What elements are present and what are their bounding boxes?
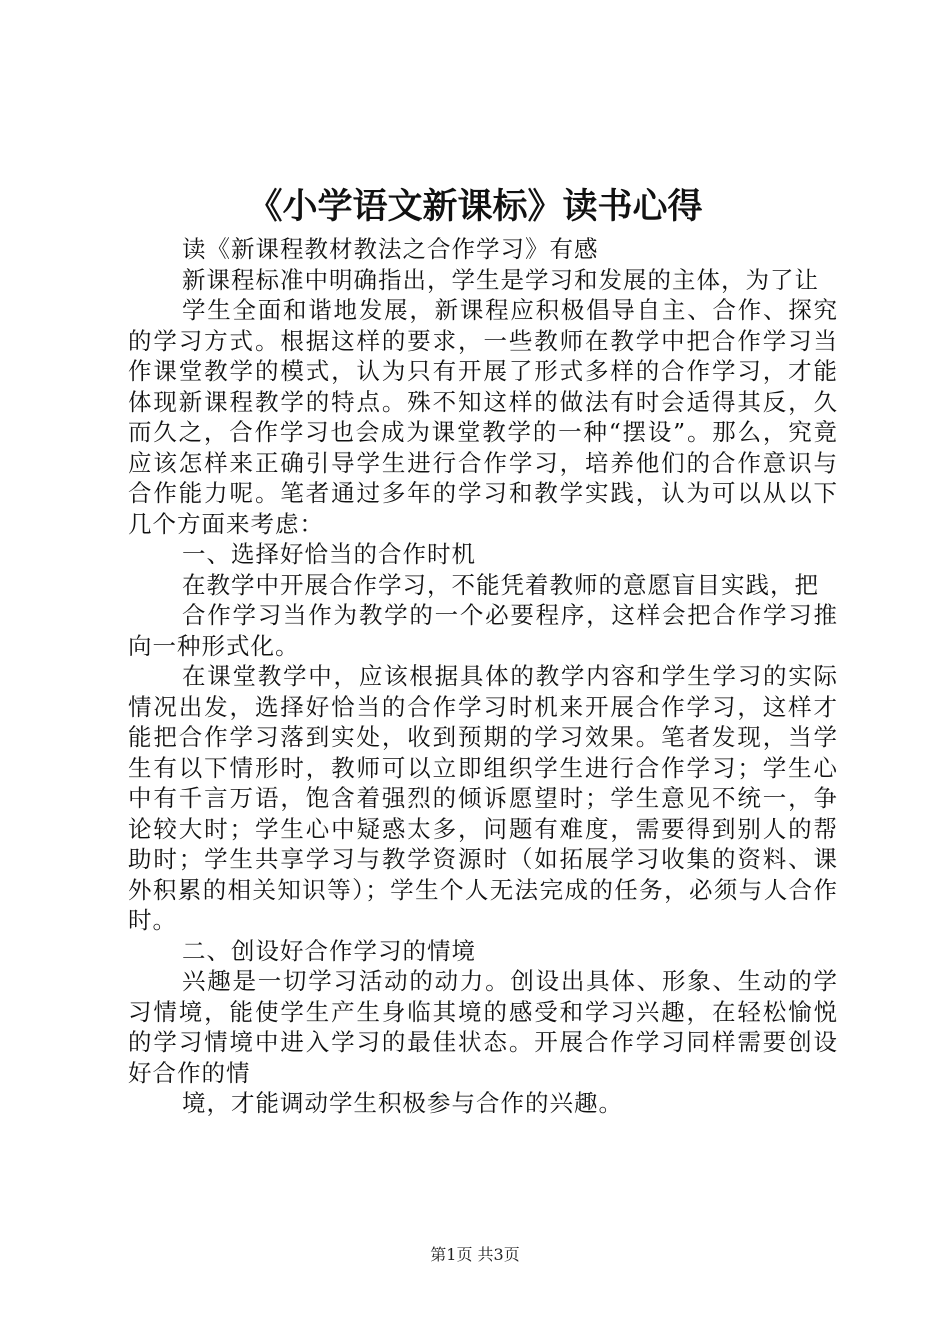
body-paragraph: 兴趣是一切学习活动的动力。创设出具体、形象、生动的学习情境，能使学生产生身临其境的感受和学习兴趣，在轻松愉悦的学习情境中进入学习的最佳状态。开展合作学习同样需要创设好合作的情 [128, 967, 838, 1087]
body-paragraph: 合作学习当作为教学的一个必要程序，这样会把合作学习推向一种形式化。 [128, 601, 838, 660]
page-footer: 第1页 共3页 [430, 1245, 520, 1264]
body-paragraph: 新课程标准中明确指出，学生是学习和发展的主体，为了让 [182, 265, 819, 294]
section-heading: 一、选择好恰当的合作时机 [182, 540, 476, 568]
document-title: 《小学语文新课标》读书心得 [247, 186, 703, 227]
body-paragraph: 学生全面和谐地发展，新课程应积极倡导自主、合作、探究的学习方式。根据这样的要求，一些教师在教学中把合作学习当作课堂教学的模式，认为只有开展了形式多样的合作学习，才能体现新课程教学的特点。殊不知这样的做法有时会适得其反，久而久之，合作学习也会成为课堂教学的一种“摆设”。那么，究竟应该怎样来正确引导学生进行合作学习，培养他们的合作意识与合作能力呢。笔者通过多年的学习和教学实践，认为可以从以下几个方面来考虑： [128, 296, 838, 538]
section-heading: 二、创设好合作学习的情境 [182, 936, 476, 965]
document-body [128, 234, 838, 1119]
body-paragraph: 在课堂教学中，应该根据具体的教学内容和学生学习的实际情况出发，选择好恰当的合作学习时机来开展合作学习，这样才能把合作学习落到实处，收到预期的学习效果。笔者发现，当学生有以下情形时，教师可以立即组织学生进行合作学习；学生心中有千言万语，饱含着强烈的倾诉愿望时；学生意见不统一，争论较大时；学生心中疑惑太多，问题有难度，需要得到别人的帮助时；学生共享学习与教学资源时（如拓展学习收集的资料、课外积累的相关知识等）；学生个人无法完成的任务，必须与人合作时。 [128, 662, 838, 934]
body-paragraph: 在教学中开展合作学习，不能凭着教师的意愿盲目实践，把 [182, 570, 819, 599]
body-paragraph: 境，才能调动学生积极参与合作的兴趣。 [182, 1089, 623, 1117]
subtitle-paragraph: 读《新课程教材教法之合作学习》有感 [182, 235, 599, 263]
